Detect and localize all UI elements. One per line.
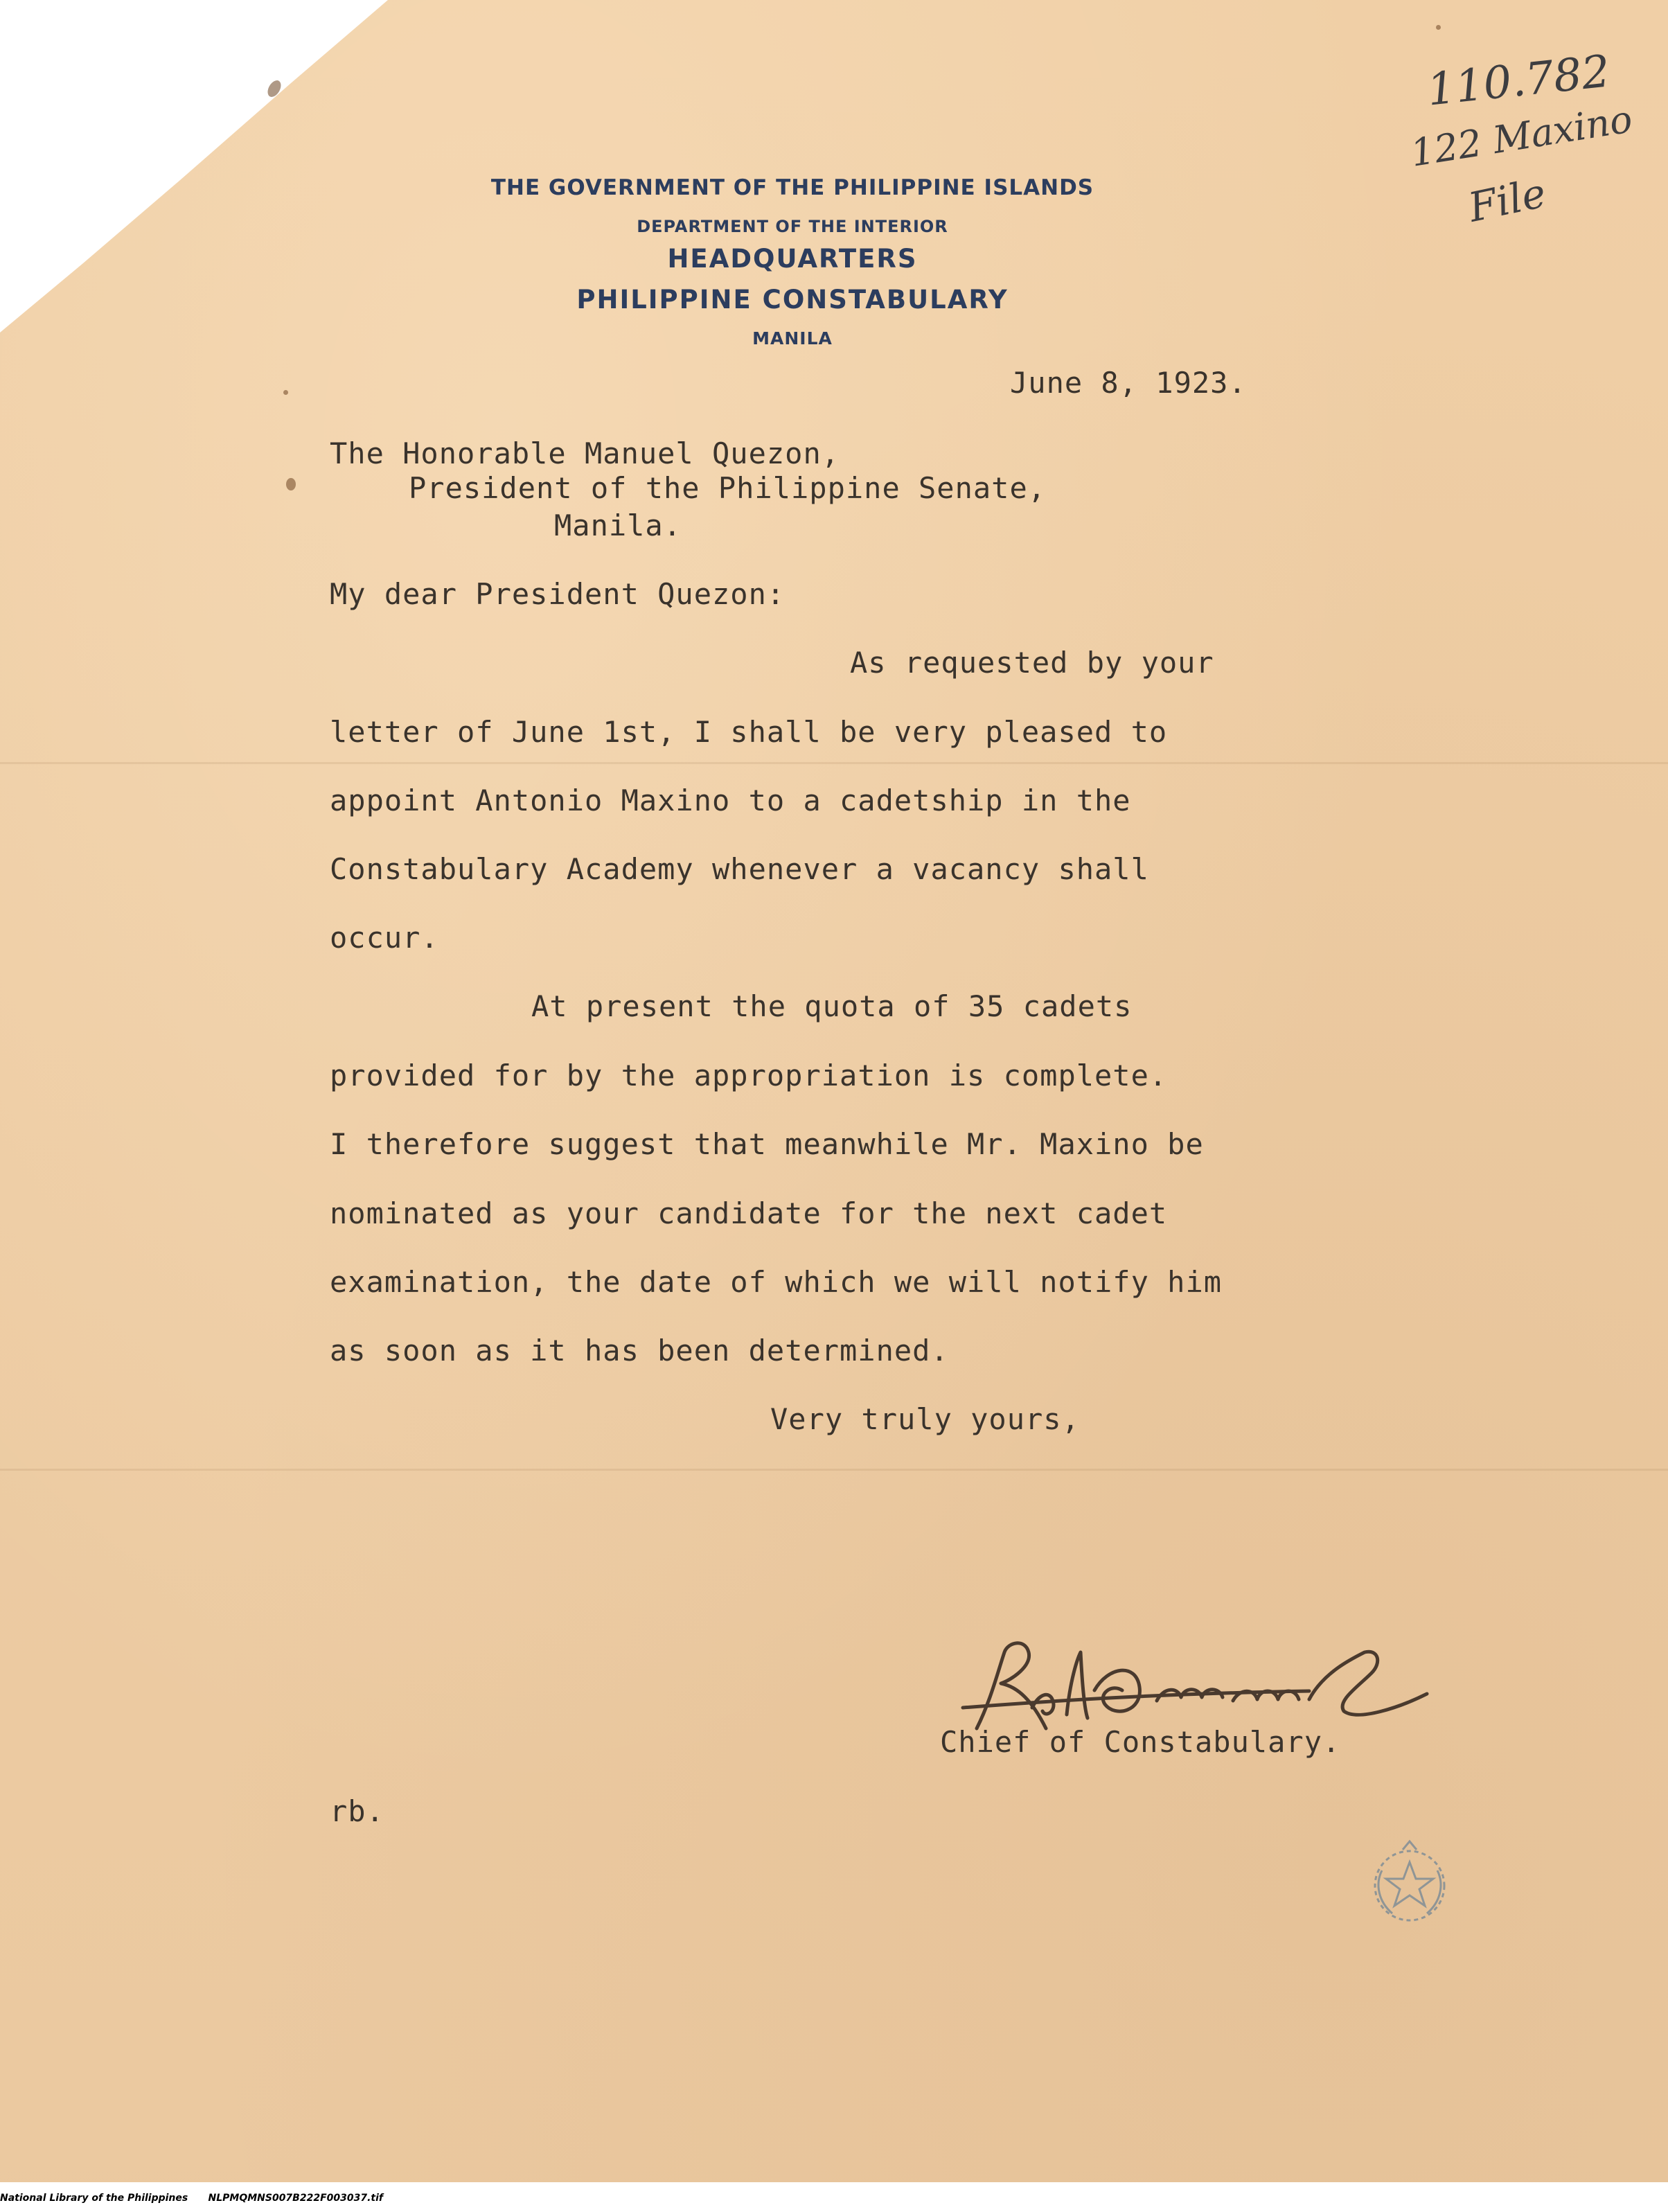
body-line: As requested by your [850, 646, 1214, 680]
footer-file-id: NLPMQMNS007B222F003037.tif [208, 2193, 383, 2204]
body-line: as soon as it has been determined. [330, 1334, 949, 1368]
body-line: At present the quota of 35 cadets [531, 989, 1133, 1023]
paper-stain [283, 390, 288, 395]
address-line: Manila. [554, 508, 682, 542]
letterhead-department: DEPARTMENT OF THE INTERIOR [637, 217, 948, 236]
address-line: President of the Philippine Senate, [409, 471, 1047, 505]
paper-stain [286, 478, 296, 490]
closing: Very truly yours, [770, 1402, 1080, 1436]
body-line: I therefore suggest that meanwhile Mr. Maxino be [330, 1127, 1204, 1161]
body-line: occur. [330, 921, 439, 955]
handwritten-reference: 122 Maxino [1408, 97, 1635, 175]
footer-institution: National Library of the Philippines [0, 2193, 188, 2204]
body-line: nominated as your candidate for the next cadet [330, 1196, 1168, 1230]
letterhead-constabulary: PHILIPPINE CONSTABULARY [576, 285, 1009, 315]
letter-date: June 8, 1923. [1010, 366, 1247, 400]
archive-footer [0, 2193, 383, 2204]
fold-line [0, 1469, 1668, 1471]
address-line: The Honorable Manuel Quezon, [330, 436, 840, 470]
typist-initials: rb. [330, 1794, 384, 1828]
fold-line [0, 762, 1668, 764]
handwritten-file-number: 110.782 [1424, 46, 1613, 116]
constabulary-seal-stamp [1361, 1836, 1458, 1933]
signature-title: Chief of Constabulary. [940, 1725, 1341, 1759]
letterhead-headquarters: HEADQUARTERS [667, 244, 918, 274]
letterhead-government: THE GOVERNMENT OF THE PHILIPPINE ISLANDS [490, 175, 1094, 200]
handwritten-file-mark: File [1464, 169, 1550, 231]
body-line: appoint Antonio Maxino to a cadetship in the [330, 784, 1131, 817]
body-line: letter of June 1st, I shall be very pleased to [330, 715, 1168, 749]
salutation: My dear President Quezon: [330, 577, 786, 611]
body-line: examination, the date of which we will notify him [330, 1265, 1223, 1299]
body-line: provided for by the appropriation is complete. [330, 1059, 1168, 1092]
paper-stain [1436, 25, 1441, 30]
letterhead-city: MANILA [752, 328, 833, 348]
body-line: Constabulary Academy whenever a vacancy shall [330, 852, 1149, 886]
